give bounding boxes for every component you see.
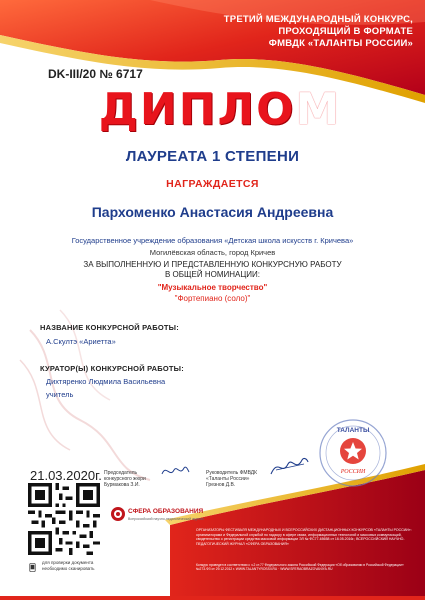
winner-name: Пархоменко Анастасия Андреевна [91,204,334,220]
legal-info: Конкурс проведен в соответствии с ч.2 ст.77 Федерального закона Российской Федерации «Об образовании в Российской Федерации» №273-ФЗ от 29.12.2012 г. WWW.TALANTYROSSII.RU · WWW.SFERAOBRAZOVANIYA.RU [196,563,404,572]
festival-head-line-3: Грезнов Д.В. [206,482,236,488]
jury-chair-signature [160,462,190,480]
festival-head-line-2: «Таланты России» [206,476,250,482]
diploma-title [50,84,390,135]
stamp-top-text: ТАЛАНТЫ [336,427,370,434]
header-line-1: ТРЕТИЙ МЕЖДУНАРОДНЫЙ КОНКУРС, [223,14,413,25]
header-line-3: ФМВДК «ТАЛАНТЫ РОССИИ» [268,38,413,49]
jury-chair-line-3: Бурмакова З.И. [104,482,140,488]
competition-header [193,14,413,50]
work-title-value: А.Скултэ «Ариетта» [46,337,116,346]
institution-name: Государственное учреждение образования «Детская школа искусств г. Кричева» [71,236,354,245]
sfera-logo-subtitle: Всероссийский научно-педагогический журнал [128,517,204,521]
laureate-degree: ЛАУРЕАТА 1 СТЕПЕНИ [125,148,300,165]
region-name: Могилёвская область, город Кричев [149,248,276,257]
sfera-logo-name: СФЕРА ОБРАЗОВАНИЯ [128,508,204,515]
issue-date: 21.03.2020г. [30,468,102,483]
jury-chair-line-2: конкурсного жюри [104,476,146,482]
talanty-rossii-stamp [318,418,388,488]
work-statement [20,260,405,280]
curator-role: учитель [46,390,74,399]
curator-name: Дихтяренко Людмила Васильевна [46,377,166,386]
curator-label: КУРАТОР(Ы) КОНКУРСНОЙ РАБОТЫ: [40,364,184,373]
festival-head-signature [268,454,310,478]
stamp-bottom-text: РОССИИ [340,469,366,475]
qr-instruction: для проверки документа необходимо сканировать [42,560,95,571]
document-number: DK-III/20 № 6717 [48,67,143,81]
work-title-label: НАЗВАНИЕ КОНКУРСНОЙ РАБОТЫ: [40,323,179,332]
header-line-2: ПРОХОДЯЩИЙ В ФОРМАТЕ [278,26,413,37]
organizers-info: ОРГАНИЗАТОРЫ ФЕСТИВАЛЯ МЕЖДУНАРОДНЫХ И ВСЕРОССИЙСКИХ ДИСТАНЦИОННЫХ КОНКУРСОВ «ТАЛАНТЫ РОССИИ»: организаторами и Федеральной службой по надзору в сфере связи, информационных технологий и массовых коммуникаций, свидетельство о регистрации средства массовой информации ЭЛ № ФС77-65658 от 16.05.2016г.; ВСЕРОССИЙСКИЙ НАУЧНО-ПЕДАГОГИЧЕСКИЙ ЖУРНАЛ «СФЕРА ОБРАЗОВАНИЯ» [196,528,412,546]
festival-head-line-1: Руководитель ФМВДК [206,470,258,476]
diploma-title-last-letter: М [295,84,342,135]
jury-chair-signature-block [104,470,146,488]
scan-phone-icon [28,563,37,572]
awarded-label: НАГРАЖДАЕТСЯ [166,178,259,190]
sub-nomination-name: "Фортепиано (соло)" [174,294,251,303]
diploma-title-main: ДИПЛО [98,84,296,135]
jury-chair-line-1: Председатель [104,470,138,476]
verification-qr-code[interactable] [28,483,100,555]
festival-head-signature-block [206,470,257,488]
work-statement-line-2: В ОБЩЕЙ НОМИНАЦИИ: [164,270,260,279]
work-statement-line-1: ЗА ВЫПОЛНЕННУЮ И ПРЕДСТАВЛЕННУЮ КОНКУРСНУЮ РАБОТУ [83,260,342,269]
sfera-logo-icon [110,506,126,522]
nomination-name: "Музыкальное творчество" [157,283,268,292]
